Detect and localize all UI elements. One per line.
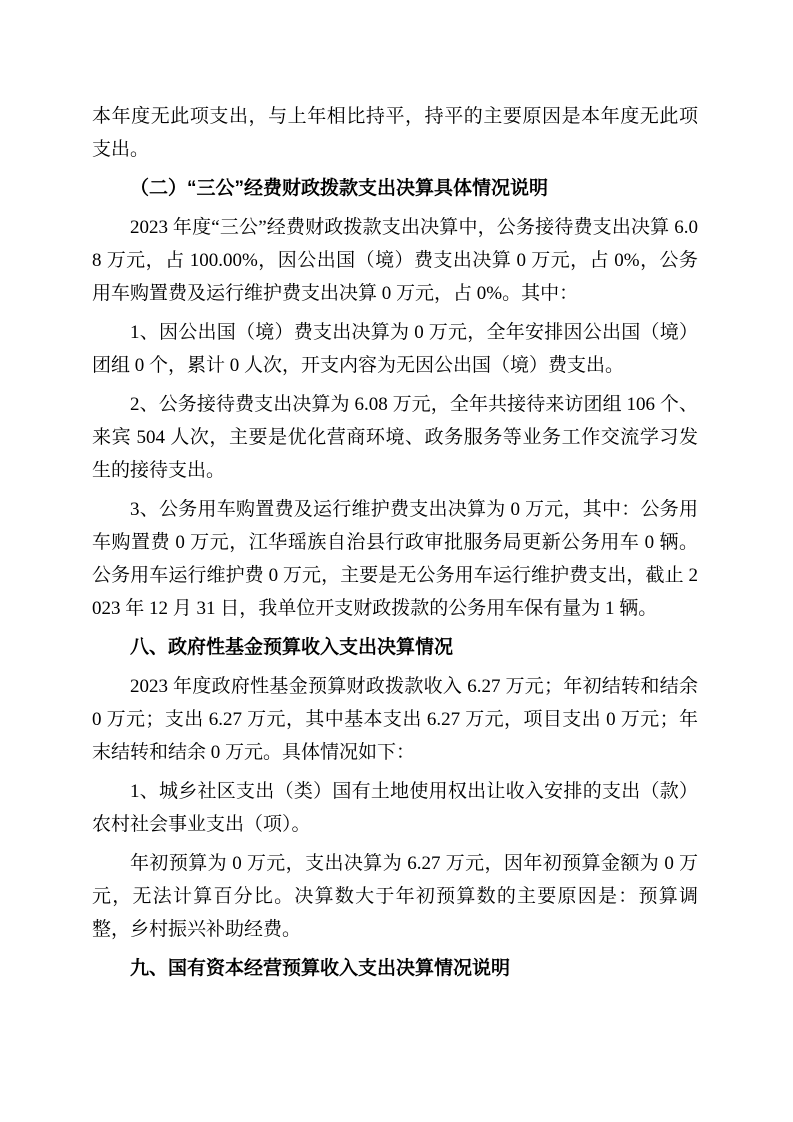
paragraph: 1、因公出国（境）费支出决算为 0 万元，全年安排因公出国（境）团组 0 个，累计 0 人次，开支内容为无因公出国（境）费支出。 — [92, 322, 698, 376]
section-heading: 八、政府性基金预算收入支出决算情况 — [130, 637, 454, 658]
section-heading: （二）“三公”经费财政拨款支出决算具体情况说明 — [130, 178, 549, 199]
section-heading: 九、国有资本经营预算收入支出决算情况说明 — [130, 958, 511, 979]
paragraph: 年初预算为 0 万元，支出决算为 6.27 万元，因年初预算金额为 0 万元，无法计算百分比。决算数大于年初预算数的主要原因是：预算调整，乡村振兴补助经费。 — [92, 853, 698, 940]
paragraph: 1、城乡社区支出（类）国有土地使用权出让收入安排的支出（款）农村社会事业支出（项）。 — [92, 781, 698, 835]
paragraph: 2、公务接待费支出决算为 6.08 万元，全年共接待来访团组 106 个、来宾 504 人次，主要是优化营商环境、政务服务等业务工作交流学习发生的接待支出。 — [92, 394, 698, 481]
paragraph: 本年度无此项支出，与上年相比持平，持平的主要原因是本年度无此项支出。 — [92, 106, 698, 160]
paragraph: 2023 年度“三公”经费财政拨款支出决算中，公务接待费支出决算 6.08 万元，占 100.00%，因公出国（境）费支出决算 0 万元，占 0%，公务用车购置费及运行维护费支出决算 0 万元，占 0%。其中： — [92, 217, 698, 304]
paragraph: 3、公务用车购置费及运行维护费支出决算为 0 万元，其中：公务用车购置费 0 万元，江华瑶族自治县行政审批服务局更新公务用车 0 辆。公务用车运行维护费 0 万元，主要是无公务用车运行维护费支出，截止 2023 年 12 月 31 日，我单位开支财政拨款的公务用车保有量为 1 辆。 — [92, 499, 698, 619]
paragraph: 2023 年度政府性基金预算财政拨款收入 6.27 万元；年初结转和结余 0 万元；支出 6.27 万元，其中基本支出 6.27 万元，项目支出 0 万元；年末结转和结余 0 万元。具体情况如下： — [92, 676, 698, 763]
